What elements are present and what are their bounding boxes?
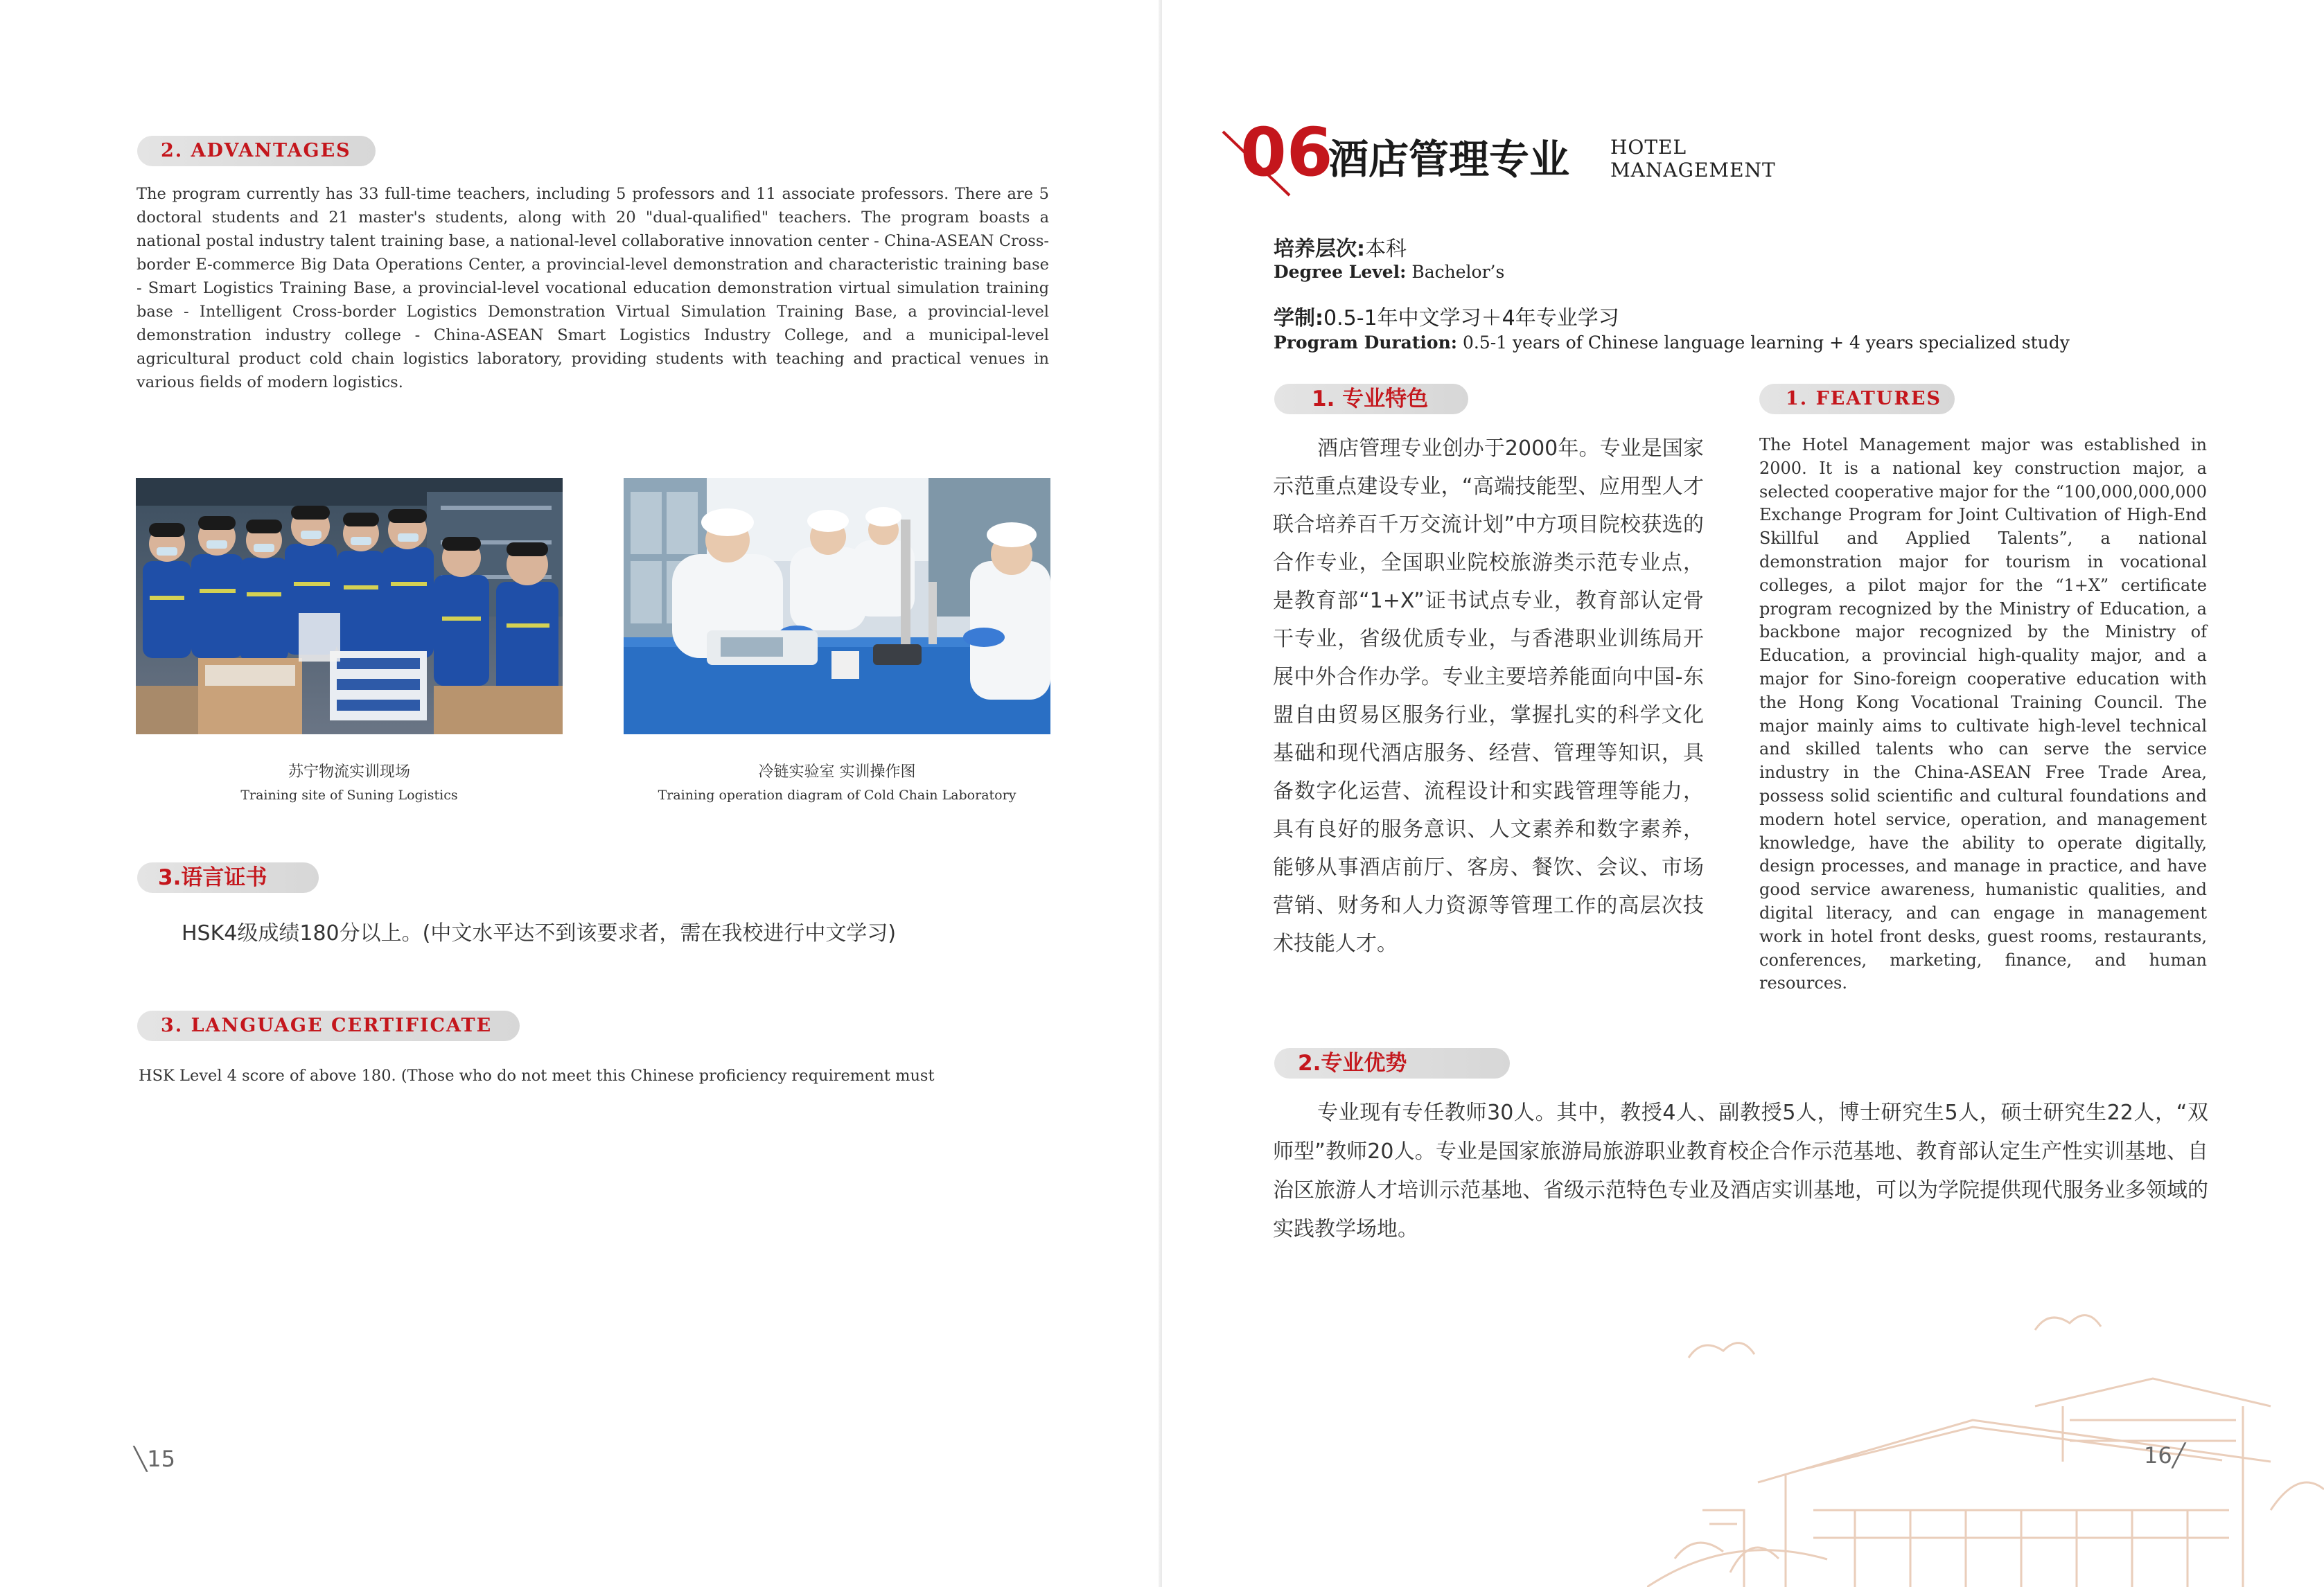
degree-level-en bbox=[1274, 262, 1504, 282]
caption-en: Training operation diagram of Cold Chain Laboratory bbox=[658, 788, 1016, 803]
page-number: 16 bbox=[2144, 1442, 2172, 1469]
language-certificate-heading-en: 3. LANGUAGE CERTIFICATE bbox=[137, 1011, 520, 1041]
caption-zh: 苏宁物流实训现场 bbox=[288, 763, 410, 781]
cold-chain-lab-photo bbox=[624, 478, 1050, 734]
program-duration-en bbox=[1274, 333, 2070, 353]
page-number-right bbox=[2144, 1442, 2185, 1469]
right-page bbox=[1162, 0, 2324, 1587]
degree-value-en: Bachelor’s bbox=[1406, 262, 1505, 282]
degree-level-zh bbox=[1274, 231, 1407, 262]
section-number: 06 bbox=[1240, 114, 1333, 191]
page-mark: ╱ bbox=[2172, 1442, 2185, 1469]
duration-label-en: Program Duration: bbox=[1274, 333, 1458, 353]
duration-value-zh: 0.5-1年中文学习＋4年专业学习 bbox=[1323, 306, 1619, 330]
advantages-heading: 2. ADVANTAGES bbox=[137, 136, 376, 166]
duration-value-en: 0.5-1 years of Chinese language learning + 4 years specialized study bbox=[1457, 333, 2070, 353]
duration-label-zh: 学制: bbox=[1274, 306, 1323, 330]
caption-zh: 冷链实验室 实训操作图 bbox=[758, 763, 916, 781]
major-title-zh: 酒店管理专业 bbox=[1328, 136, 1570, 183]
page-number: 15 bbox=[147, 1446, 175, 1472]
language-certificate-text-en: HSK Level 4 score of above 180. (Those who do not meet this Chinese proficiency requirement must bbox=[139, 1067, 935, 1085]
major-title-en bbox=[1610, 136, 1776, 181]
program-duration-zh bbox=[1274, 301, 1619, 331]
logistics-training-photo bbox=[136, 478, 563, 734]
features-text-en: The Hotel Management major was established in 2000. It is a national key construction major, a selected cooperative major for the “100,000,000,000 Exchange Program for Joint Cultivation of High-End Skillful and Applied Talents”, a national demonstration major for tourism in vocational colleges, a pilot major for the “1+X” certificate program recognized by the Ministry of Education, a backbone major recognized by the Ministry of Education, a provincial high-quality major, and a major for Sino-foreign cooperative education with the Hong Kong Vocational Training Council. The major mainly aims to cultivate high-level technical and skilled talents who can serve the service industry in the China-ASEAN Free Trade Area, possess solid scientific and cultural foundations and modern hotel service, operation, and management knowledge, have the ability to operate digitally, design processes, and manage in practice, and have good service awareness, humanistic qualities, and digital literacy, and can engage in management work in hotel front desks, guest rooms, restaurants, conferences, marketing, finance, and human resources. bbox=[1759, 435, 2207, 993]
page-mark: ╲ bbox=[134, 1446, 148, 1472]
degree-label-en: Degree Level: bbox=[1274, 262, 1407, 282]
advantages-heading-zh: 2.专业优势 bbox=[1274, 1048, 1510, 1079]
features-heading-en: 1. FEATURES bbox=[1759, 384, 1955, 414]
degree-label-zh: 培养层次: bbox=[1274, 237, 1365, 261]
features-text-zh: 酒店管理专业创办于2000年。专业是国家示范重点建设专业，“高端技能型、应用型人才联合培养百千万交流计划”中方项目院校获选的合作专业，全国职业院校旅游类示范专业点，是教育部“1+X”证书试点专业，教育部认定骨干专业，省级优质专业，与香港职业训练局开展中外合作办学。专业主要培养能面向中国-东盟自由贸易区服务行业，掌握扎实的科学文化基础和现代酒店服务、经营、管理等知识，具备数字化运营、流程设计和实践管理等能力，具有良好的服务意识、人文素养和数字素养，能够从事酒店前厅、客房、餐饮、会议、市场营销、财务和人力资源等管理工作的高层次技术技能人才。 bbox=[1273, 436, 1704, 956]
language-certificate-text-zh: HSK4级成绩180分以上。(中文水平达不到该要求者，需在我校进行中文学习) bbox=[182, 921, 897, 946]
photo-caption-cold-chain bbox=[624, 760, 1050, 806]
degree-value-zh: 本科 bbox=[1365, 237, 1407, 261]
title-en-line1: HOTEL bbox=[1610, 136, 1687, 159]
advantages-text-zh: 专业现有专任教师30人。其中，教授4人、副教授5人，博士研究生5人，硕士研究生22人，“双师型”教师20人。专业是国家旅游局旅游职业教育校企合作示范基地、教育部认定生产性实训基地、自治区旅游人才培训示范基地、省级示范特色专业及酒店实训基地，可以为学院提供现代服务业多领域的实践教学场地。 bbox=[1273, 1101, 2208, 1241]
building-line-art bbox=[1647, 1302, 2324, 1587]
page-number-left bbox=[134, 1446, 175, 1472]
photo-caption-logistics bbox=[136, 760, 563, 806]
features-heading-zh: 1. 专业特色 bbox=[1274, 384, 1468, 414]
advantages-text: The program currently has 33 full-time teachers, including 5 professors and 11 associate professors. There are 5 doctoral students and 21 master's students, along with 20 "dual-qualified" teachers. The program boasts a national postal industry talent training base, a national-level collaborative innovation center - China-ASEAN Cross-border E-commerce Big Data Operations Center, a provincial-level demonstration and characteristic training base - Smart Logistics Training Base, a provincial-level vocational education demonstration virtual simulation training base - Intelligent Cross-border Logistics Demonstration Virtual Simulation Training Base, a provincial-level demonstration industry college - China-ASEAN Smart Logistics Industry College, and a municipal-level agricultural product cold chain logistics laboratory, providing students with teaching and practical venues in various fields of modern logistics. bbox=[137, 185, 1049, 391]
title-en-line2: MANAGEMENT bbox=[1610, 159, 1776, 181]
caption-en: Training site of Suning Logistics bbox=[240, 788, 458, 803]
language-certificate-heading-zh: 3.语言证书 bbox=[137, 862, 319, 893]
